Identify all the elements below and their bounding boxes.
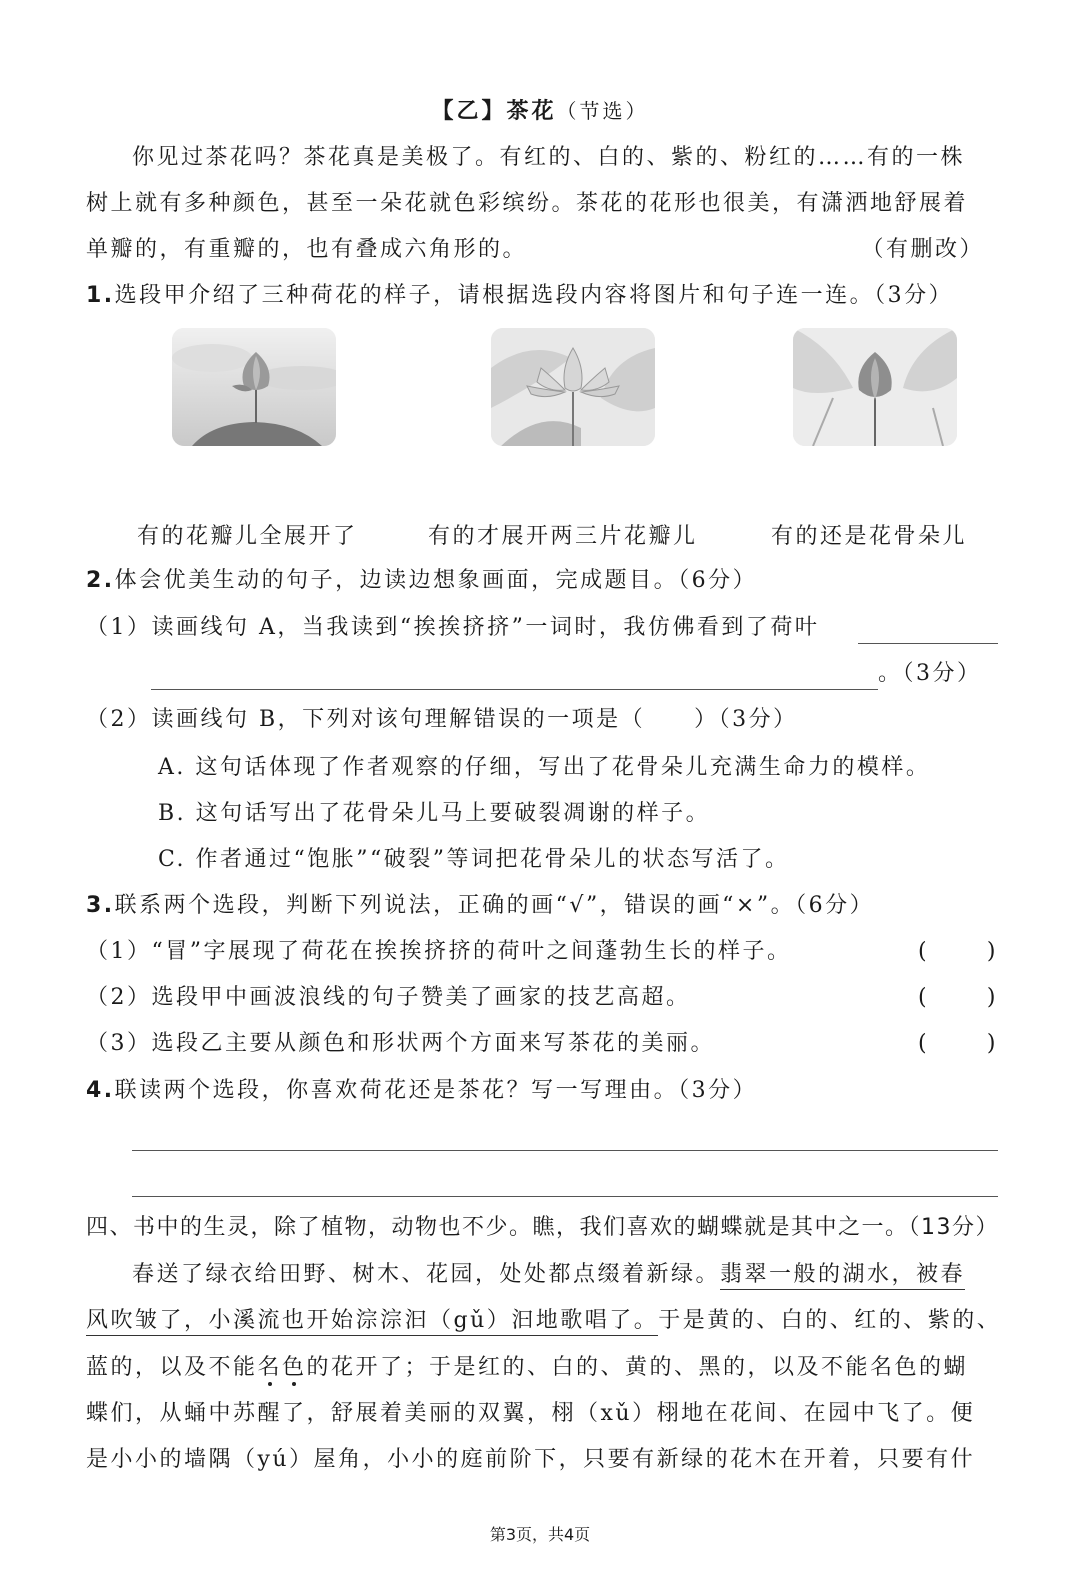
- answer-line[interactable]: [132, 1196, 998, 1197]
- question-text: 联系两个选段，判断下列说法，正确的画“√”，错误的画“×”。（6分）: [114, 893, 875, 918]
- reading-line: 蝶们，从蛹中苏醒了，舒展着美丽的双翼，栩（xǔ）栩地在花间、在园中飞了。便: [86, 1401, 976, 1426]
- lotus-bloom-image: [491, 328, 655, 446]
- underlined-sentence: 翡翠一般的湖水，被春: [720, 1262, 965, 1290]
- passage-title: [0, 96, 1080, 127]
- reading-text: 的花开了；于是红的、白的、黄的、黑的，以及不能名色的蝴: [306, 1355, 969, 1380]
- lotus-photo-bud-large: [793, 328, 957, 446]
- lotus-photo-bloom: [491, 328, 655, 446]
- question-2-sub1: [86, 613, 998, 643]
- underlined-sentence: 风吹皱了，小溪流也开始淙淙汩（gǔ）汩地歌唱了。: [86, 1308, 658, 1336]
- judge-item: [86, 983, 998, 1013]
- source-note: （有删改）: [861, 237, 984, 262]
- reading-text: 春送了绿衣给田野、树木、花园，处处都点缀着新绿。: [132, 1262, 721, 1287]
- dotted-char: 色: [282, 1355, 307, 1380]
- question-number: 1.: [86, 283, 115, 308]
- passage-line: 树上就有多种颜色，甚至一朵花就色彩缤纷。茶花的花形也很美，有潇洒地舒展着: [86, 191, 969, 216]
- reading-line: [86, 1306, 1002, 1336]
- lotus-bud-image: [172, 328, 336, 446]
- reading-line: 是小小的墙隅（yú）屋角，小小的庭前阶下，只要有新绿的花木在开着，只要有什: [86, 1447, 976, 1472]
- question-number: 3.: [86, 893, 115, 918]
- judge-answer-box[interactable]: [918, 937, 998, 967]
- dotted-char: 名: [257, 1355, 283, 1380]
- judge-answer-box[interactable]: [918, 1029, 998, 1059]
- paren-open: (: [918, 985, 930, 1010]
- option-c: C. 作者通过“饱胀”“破裂”等词把花骨朵儿的状态写活了。: [158, 847, 790, 872]
- question-2-sub2: （2）读画线句 B，下列对该句理解错误的一项是（ ）（3分）: [86, 707, 798, 732]
- question-4: [86, 1076, 998, 1106]
- judge-item-text: （2）选段甲中画波浪线的句子赞美了画家的技艺高超。: [86, 985, 691, 1010]
- option-b: B. 这句话写出了花骨朵儿马上要破裂凋谢的样子。: [158, 801, 711, 826]
- question-number: 4.: [86, 1078, 115, 1103]
- caption-full-bloom: 有的花瓣儿全展开了: [137, 524, 358, 549]
- passage-title-main: 【乙】茶花: [431, 99, 557, 124]
- question-text: 联读两个选段，你喜欢荷花还是茶花？写一写理由。（3分）: [114, 1078, 758, 1103]
- question-1: [86, 281, 998, 311]
- answer-line[interactable]: [132, 1150, 998, 1151]
- paren-close: ): [986, 985, 998, 1010]
- page-footer: 第3页，共4页: [489, 1525, 591, 1544]
- passage-line-text: 单瓣的，有重瓣的，也有叠成六角形的。: [86, 237, 528, 262]
- reading-line: [86, 1260, 998, 1290]
- paren-close: ): [986, 939, 998, 964]
- lotus-photo-bud-small: [172, 328, 336, 446]
- question-2: [86, 566, 998, 596]
- question-text: 选段甲介绍了三种荷花的样子，请根据选段内容将图片和句子连一连。（3分）: [114, 283, 954, 308]
- passage-line-last: [86, 235, 998, 265]
- sub-question-end: 。（3分）: [878, 661, 982, 686]
- judge-answer-box[interactable]: [918, 983, 998, 1013]
- passage-title-sub: （节选）: [556, 99, 649, 123]
- reading-line: [86, 1353, 998, 1383]
- reading-text: 蓝的，以及不能: [86, 1355, 258, 1380]
- question-text: 体会优美生动的句子，边读边想象画面，完成题目。（6分）: [114, 568, 758, 593]
- reading-text: 于是黄的、白的、红的、紫的、: [658, 1308, 1002, 1333]
- judge-item: [86, 937, 998, 967]
- question-number: 2.: [86, 568, 115, 593]
- option-a: A. 这句话体现了作者观察的仔细，写出了花骨朵儿充满生命力的模样。: [158, 755, 931, 780]
- paren-close: ): [986, 1031, 998, 1056]
- judge-item-text: （1）“冒”字展现了荷花在挨挨挤挤的荷叶之间蓬勃生长的样子。: [86, 939, 792, 964]
- caption-bud: 有的还是花骨朵儿: [771, 524, 968, 549]
- paren-open: (: [918, 1031, 930, 1056]
- lotus-bud-large-image: [793, 328, 957, 446]
- paren-open: (: [918, 939, 930, 964]
- sub-question-text: （1）读画线句 A，当我读到“挨挨挤挤”一词时，我仿佛看到了荷叶: [86, 615, 820, 640]
- answer-blank[interactable]: [858, 643, 998, 644]
- caption-partial-bloom: 有的才展开两三片花瓣儿: [428, 524, 698, 549]
- question-3: [86, 891, 998, 921]
- answer-blank[interactable]: [151, 689, 878, 690]
- judge-item-text: （3）选段乙主要从颜色和形状两个方面来写茶花的美丽。: [86, 1031, 715, 1056]
- judge-item: [86, 1029, 998, 1059]
- passage-line: 你见过茶花吗？茶花真是美极了。有红的、白的、紫的、粉红的……有的一株: [132, 145, 966, 170]
- section-heading: 四、书中的生灵，除了植物，动物也不少。瞧，我们喜欢的蝴蝶就是其中之一。（13分）: [86, 1215, 999, 1240]
